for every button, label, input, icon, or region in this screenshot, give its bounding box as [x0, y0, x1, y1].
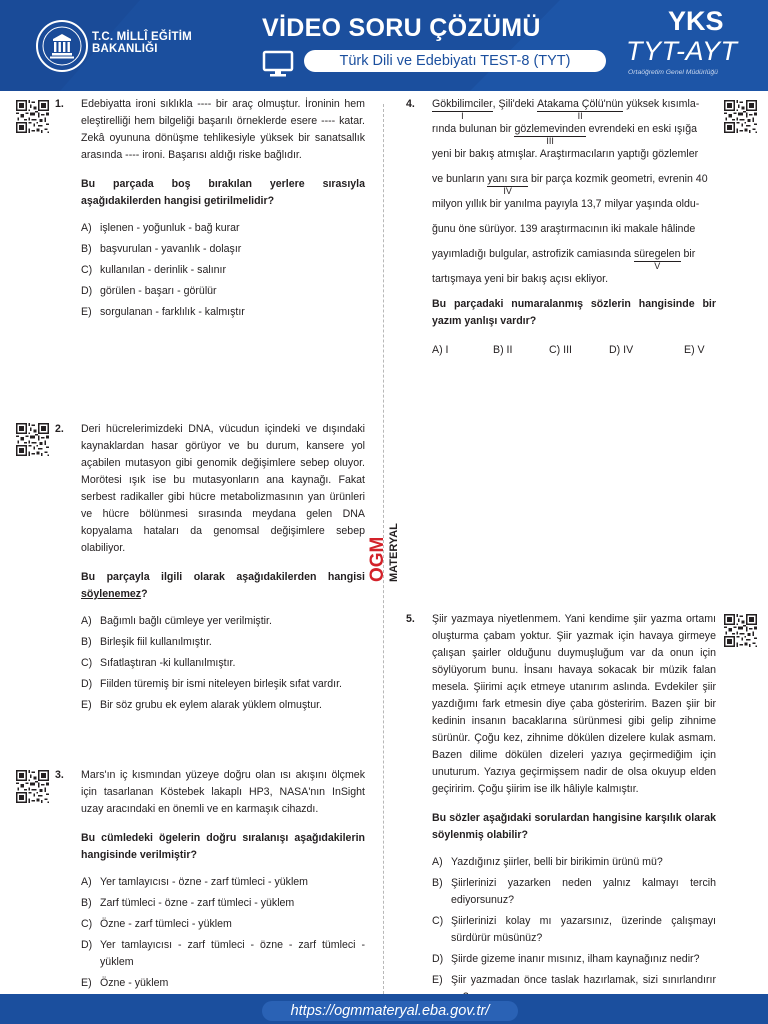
answer-option-e[interactable] — [684, 342, 705, 359]
numbered-word-4 — [487, 173, 528, 196]
ministry-name-line1: T.C. MİLLÎ EĞİTİM — [92, 31, 192, 43]
question-stem: Bu parçadaki numaralanmış sözlerin hangisinde bir yazım yanlışı vardır? — [432, 298, 716, 327]
answer-option-e[interactable] — [81, 304, 365, 321]
answer-options — [432, 342, 716, 363]
answer-option-a[interactable] — [81, 220, 365, 237]
roman-numeral: I — [461, 111, 464, 121]
paragraph-text: , Şili'deki — [492, 98, 538, 110]
numbered-word-1 — [432, 98, 493, 121]
answer-option-b[interactable] — [81, 241, 365, 258]
numbered-word-3 — [514, 123, 586, 146]
numbered-word-text: Atakama Çölü'nün — [537, 98, 624, 110]
paragraph-text: yeni bir bakış atmışlar. Araştırmacıların yaptığı gözlemler — [432, 148, 699, 160]
stem-text: Bu parçayla ilgili olarak aşağıdakilerden hangisi — [81, 571, 365, 583]
option-text: Birleşik fiil kullanılmıştır. — [100, 636, 212, 648]
roman-numeral: III — [546, 136, 554, 146]
option-letter: E) — [81, 977, 92, 989]
option-letter: C) — [81, 657, 93, 669]
option-text: III — [563, 344, 572, 356]
option-letter: B) — [81, 243, 92, 255]
option-letter: A) — [81, 876, 92, 888]
question-paragraph — [432, 96, 716, 296]
option-text: Yer tamlayıcısı - özne - zarf tümleci - yüklem — [100, 876, 309, 888]
question-stem: Bu parçada boş bırakılan yerlere sırasıyla aşağıdakilerden hangisi getirilmelidir? — [81, 178, 365, 207]
option-letter: A) — [432, 344, 443, 356]
numbered-word-text: gözlemevinden — [514, 123, 586, 135]
option-text: Şiirlerinizi yazarken neden yalnız kalmayı tercih ediyorsunuz? — [451, 877, 716, 906]
numbered-word-5 — [633, 248, 681, 271]
option-text: başvurulan - yavanlık - dolaşır — [100, 243, 242, 255]
answer-options — [81, 613, 365, 714]
answer-option-d[interactable] — [81, 676, 365, 693]
option-text: II — [506, 344, 513, 356]
ogm-logo-text: OGM — [367, 536, 388, 582]
brand-tyt-ayt: TYT-AYT — [626, 36, 738, 66]
numbered-word-2 — [537, 98, 624, 121]
option-text: Şiirlerinizi kolay mı yazarsınız, üzerinde çalışmayı sürdürür müsünüz? — [451, 915, 716, 944]
paragraph-text: evrendeki en eski ışığa — [585, 123, 698, 135]
answer-option-a[interactable] — [432, 342, 493, 359]
option-letter: C) — [432, 915, 444, 927]
brand-yks: YKS — [668, 6, 724, 36]
question-number: 4. — [406, 98, 415, 110]
answer-option-a[interactable] — [81, 874, 365, 891]
option-letter: E) — [81, 699, 92, 711]
question-number: 3. — [55, 769, 64, 781]
answer-option-b[interactable] — [81, 895, 365, 912]
header-banner — [0, 0, 768, 91]
option-text: işlenen - yoğunluk - bağ kurar — [100, 222, 240, 234]
answer-option-c[interactable] — [432, 913, 716, 947]
paragraph-text: tartışmaya yeni bir bakış açısı ekliyor. — [432, 273, 609, 285]
paragraph-text: ve bunların — [432, 173, 488, 185]
stem-underlined-word: söylenemez — [81, 588, 142, 600]
answer-options — [81, 220, 365, 321]
ministry-logo — [36, 20, 88, 72]
option-letter: E) — [81, 306, 92, 318]
option-text: görülen - başarı - görülür — [100, 285, 217, 297]
question-paragraph: Deri hücrelerimizdeki DNA, vücudun içindeki ve dışındaki kaynaklardan hasar görüyor ve bu durum, kansere yol açabilen mutasyon gibi genomik değişimlere sebep oluyor. Morötesi ışık ise bu mutasyonların ana kaynağı. Fakat serbest radikaller gibi hücre metabolizmasının yan ürünleri ve hücre bölünmesi sırasında meydana gelen DNA kopyalama hataları da genomsal değişimlere sebep olabiliyor. — [81, 423, 365, 554]
answer-option-e[interactable] — [81, 975, 365, 992]
question-paragraph: Şiir yazmaya niyetlenmem. Yani kendime şiir yazma ortamı oluşturma çabam yoktur. Şiir yazmak için havaya girmeye çalışan şairler olduğunu duymuşluğum var da onun için söylüyorum bunu. İnsanı havaya sokacak bir müzik falan mesela. Şiirimi açık etmeye utanırım aslında. Evdekiler şiir yazdığımı fark etmesin diye çaba gösteririm. Bazen şiir bir kedinin insanın bacaklarına sürünmesi gibi gelip zihnime sürünür. Çoğu kez, zihnime dökülen dizelere kulak asmam. Bazen dilime dökülen dizeleri yazıya geçirmediğim için unuturum. Yazıya geçirmişsem nadir de olsa okuyup elden geçiririm. Çoğu şiirim ise ilk hâliyle kalmıştır. — [432, 613, 716, 795]
question-stem — [81, 569, 365, 603]
answer-option-d[interactable] — [609, 342, 684, 359]
option-letter: D) — [81, 678, 93, 690]
materyal-logo-text: MATERYAL — [388, 523, 400, 582]
qr-code-icon[interactable] — [16, 423, 49, 456]
paragraph-text: yüksek kısımla- — [623, 98, 700, 110]
option-letter: D) — [81, 939, 93, 951]
option-letter: A) — [81, 615, 92, 627]
monitor-icon — [262, 50, 294, 78]
brand-directorate: Ortaöğretim Genel Müdürlüğü — [628, 69, 718, 76]
option-text: Bir söz grubu ek eylem alarak yüklem olmuştur. — [100, 699, 322, 711]
option-letter: B) — [432, 877, 443, 889]
option-letter: E) — [684, 344, 695, 356]
answer-option-b[interactable] — [493, 342, 549, 359]
option-text: kullanılan - derinlik - salınır — [100, 264, 226, 276]
option-text: I — [445, 344, 449, 356]
qr-code-icon[interactable] — [724, 100, 757, 133]
roman-numeral: II — [577, 111, 583, 121]
answer-option-a[interactable] — [432, 854, 716, 871]
paragraph-text: bir parça kozmik geometri, evrenin 40 — [528, 173, 708, 185]
option-text: Özne - yüklem — [100, 977, 169, 989]
qr-code-icon[interactable] — [16, 100, 49, 133]
answer-option-c[interactable] — [549, 342, 609, 359]
answer-option-e[interactable] — [81, 697, 365, 714]
qr-code-icon[interactable] — [16, 770, 49, 803]
ministry-name-line2: BAKANLIĞI — [92, 43, 158, 55]
question-number: 5. — [406, 613, 415, 625]
option-text: Yazdığınız şiirler, belli bir birikimin ürünü mü? — [451, 856, 663, 868]
ogm-materyal-logo — [366, 506, 402, 584]
paragraph-text: ğunu öne sürüyor. 139 araştırmacının iki makale hâlinde — [432, 223, 696, 235]
paragraph-text: milyon yıllık bir yanılma payıyla 13,7 milyar yaşında oldu- — [432, 198, 700, 210]
option-letter: A) — [432, 856, 443, 868]
option-text: IV — [623, 344, 634, 356]
question-stem: Bu sözler aşağıdaki sorulardan hangisine karşılık olarak söylenmiş olabilir? — [432, 812, 716, 841]
answer-option-d[interactable] — [432, 951, 716, 968]
option-letter: A) — [81, 222, 92, 234]
option-text: Zarf tümleci - özne - zarf tümleci - yüklem — [100, 897, 295, 909]
paragraph-text: bir — [680, 248, 696, 260]
stem-end: ? — [141, 588, 148, 600]
option-text: sorgulanan - farklılık - kalmıştır — [100, 306, 245, 318]
question-number: 2. — [55, 423, 64, 435]
answer-option-b[interactable] — [81, 634, 365, 651]
paragraph-text: rında bulunan bir — [432, 123, 515, 135]
answer-option-c[interactable] — [81, 916, 365, 933]
option-letter: C) — [81, 918, 93, 930]
option-letter: D) — [609, 344, 621, 356]
question-paragraph: Mars'ın iç kısmından yüzeye doğru olan ısı akışını ölçmek için tasarlanan Köstebek lakaplı HP3, NASA'nın InSight uzay aracındaki en önemli ve en karmaşık cihazdı. — [81, 769, 365, 815]
option-letter: C) — [549, 344, 561, 356]
answer-options — [81, 874, 365, 992]
option-letter: D) — [432, 953, 444, 965]
ministry-name — [92, 31, 192, 55]
test-subtitle: Türk Dili ve Edebiyatı TEST-8 (TYT) — [304, 50, 606, 72]
option-text: Özne - zarf tümleci - yüklem — [100, 918, 232, 930]
numbered-word-text: Gökbilimciler — [432, 98, 493, 110]
question-number: 1. — [55, 98, 64, 110]
option-text: V — [697, 344, 705, 356]
roman-numeral: IV — [503, 186, 512, 196]
answer-option-a[interactable] — [81, 613, 365, 630]
option-text: Yer tamlayıcısı - zarf tümleci - özne - zarf tümleci - yüklem — [100, 939, 365, 968]
numbered-word-text: yanı sıra — [487, 173, 528, 185]
option-letter: C) — [81, 264, 93, 276]
paragraph-text: yayımladığı bulgular, astrofizik camiasında — [432, 248, 634, 260]
option-text: Bağımlı bağlı cümleye yer verilmiştir. — [100, 615, 272, 627]
footer-bar — [0, 994, 768, 1024]
answer-option-b[interactable] — [432, 875, 716, 909]
ministry-emblem-icon — [38, 22, 86, 70]
page-title: VİDEO SORU ÇÖZÜMÜ — [262, 14, 541, 42]
footer-url-link[interactable]: https://ogmmateryal.eba.gov.tr/ — [262, 1001, 518, 1021]
answer-option-d[interactable] — [81, 283, 365, 300]
numbered-word-text: süregelen — [633, 248, 681, 260]
option-letter: B) — [81, 636, 92, 648]
answer-option-c[interactable] — [81, 262, 365, 279]
option-text: Sıfatlaştıran -ki kullanılmıştır. — [100, 657, 236, 669]
option-text: Şiirde gizeme inanır mısınız, ilham kaynağınız nedir? — [451, 953, 700, 965]
option-text: Şiir yazmadan önce taslak hazırlamak, sizi sınırlandırır — [451, 974, 716, 986]
option-letter: E) — [432, 974, 443, 986]
option-letter: D) — [81, 285, 93, 297]
option-text: Fiilden türemiş bir ismi niteleyen birleşik sıfat vardır. — [100, 678, 342, 690]
option-letter: B) — [493, 344, 504, 356]
qr-code-icon[interactable] — [724, 614, 757, 647]
question-stem: Bu cümledeki ögelerin doğru sıralanışı aşağıdakilerin hangisinde verilmiştir? — [81, 832, 365, 861]
answer-option-d[interactable] — [81, 937, 365, 971]
roman-numeral: V — [654, 261, 661, 271]
answer-option-c[interactable] — [81, 655, 365, 672]
answer-options — [432, 854, 716, 1006]
option-letter: B) — [81, 897, 92, 909]
question-paragraph: Edebiyatta ironi sıklıkla ---- bir araç olmuştur. İroninin hem eleştirelliği hem bilgeliği başarılı örneklerde esere ---- katar. Zekâ oyununa dönüşme tehlikesiyle yüksek bir sanatsallık arasında ---- ironi. Başarısı aldığı riske bağlıdır. — [81, 98, 365, 161]
